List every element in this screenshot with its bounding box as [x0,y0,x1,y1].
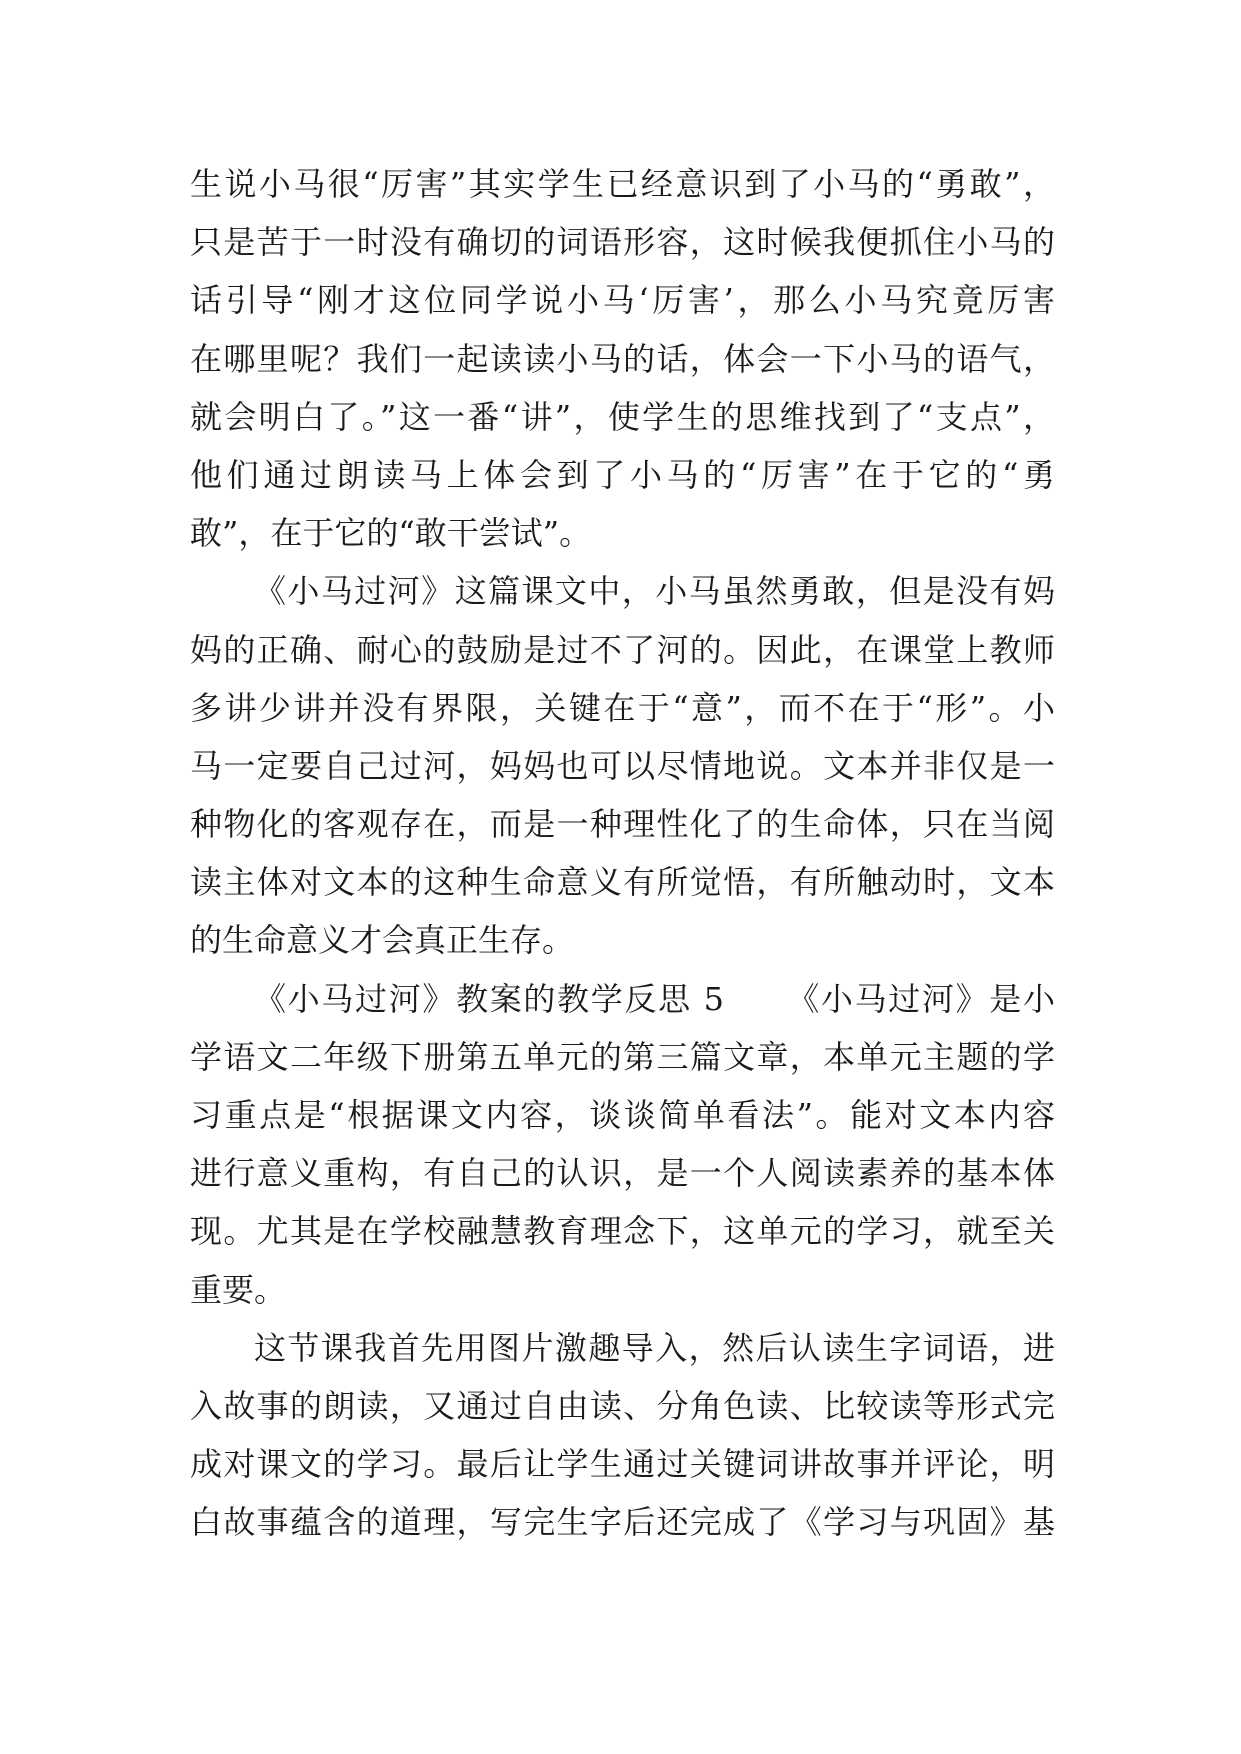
text-line: 多讲少讲并没有界限，关键在于“意”，而不在于“形”。小 [190,688,1055,727]
body-text [190,155,1055,1552]
text-line: 在哪里呢？我们一起读读小马的话，体会一下小马的语气， [190,339,1055,378]
text-line: 入故事的朗读，又通过自由读、分角色读、比较读等形式完 [190,1386,1055,1425]
text-line: 现。尤其是在学校融慧教育理念下，这单元的学习，就至关 [190,1212,1055,1251]
text-line: 的生命意义才会真正生存。 [190,921,575,960]
text-line: 话引导“刚才这位同学说小马‘厉害’，那么小马究竟厉害 [190,281,1055,320]
text-line: 《小马过河》这篇课文中，小马虽然勇敢，但是没有妈 [254,572,1055,611]
text-line: 妈的正确、耐心的鼓励是过不了河的。因此，在课堂上教师 [190,630,1055,669]
text-line: 就会明白了。”这一番“讲”，使学生的思维找到了“支点”， [190,397,1055,436]
text-line: 他们通过朗读马上体会到了小马的“厉害”在于它的“勇 [190,455,1055,494]
text-line: 马一定要自己过河，妈妈也可以尽情地说。文本并非仅是一 [190,746,1055,785]
text-line: 习重点是“根据课文内容，谈谈简单看法”。能对文本内容 [190,1096,1055,1134]
text-line: 白故事蕴含的道理，写完生字后还完成了《学习与巩固》基 [190,1503,1055,1542]
text-line: 这节课我首先用图片激趣导入，然后认读生字词语，进 [254,1328,1055,1367]
text-line: 进行意义重构，有自己的认识，是一个人阅读素养的基本体 [190,1154,1055,1193]
text-line: 敢”，在于它的“敢干尝试”。 [190,514,592,553]
text-line: 重要。 [190,1270,287,1309]
text-line: 成对课文的学习。最后让学生通过关键词讲故事并评论，明 [190,1445,1055,1484]
text-line: 《小马过河》教案的教学反思 5 《小马过河》是小 [254,979,1055,1018]
text-line: 生说小马很“厉害”其实学生已经意识到了小马的“勇敢”， [190,165,1055,203]
text-line: 读主体对文本的这种生命意义有所觉悟，有所触动时，文本 [190,863,1055,902]
text-line: 只是苦于一时没有确切的词语形容，这时候我便抓住小马的 [190,223,1055,262]
text-line: 种物化的客观存在，而是一种理性化了的生命体，只在当阅 [190,805,1055,844]
text-line: 学语文二年级下册第五单元的第三篇文章，本单元主题的学 [190,1037,1055,1076]
